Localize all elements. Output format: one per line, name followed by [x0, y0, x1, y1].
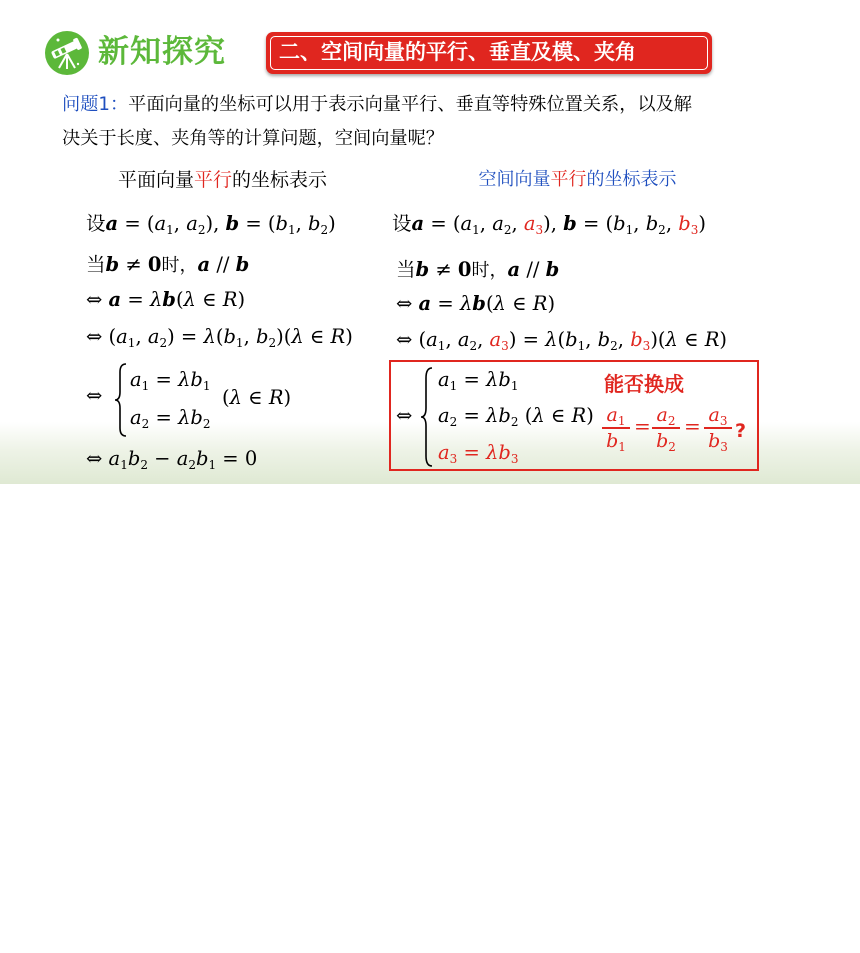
- brace-icon: [114, 362, 128, 438]
- question-line-1: 平面向量的坐标可以用于表示向量平行、垂直等特殊位置关系，以及解: [128, 94, 692, 115]
- space-system-eq2: $a_2 = \lambda b_2$ (λ ∈ R): [438, 404, 594, 429]
- plane-condition: 当b ≠ 0时，a // b: [86, 253, 250, 276]
- plane-step-coords: ⇔ ($a_1$, $a_2) = \lambda(b_1$, $b_2)(\lambda$ ∈ R): [86, 325, 353, 350]
- space-system-eq1: $a_1 = \lambda b_1$: [438, 368, 519, 393]
- space-step-lambda: ⇔ a = λb(λ ∈ R): [396, 292, 556, 315]
- table-header-space: 空间向量平行的坐标表示: [478, 169, 677, 190]
- topic-banner: [266, 32, 712, 74]
- ratio-question-mark: ?: [735, 420, 747, 442]
- plane-step-lambda: ⇔ a = λb(λ ∈ R): [86, 288, 246, 311]
- question-line-2: 决关于长度、夹角等的计算问题，空间向量呢？: [62, 128, 444, 149]
- question-block: [62, 88, 842, 156]
- plane-cross-condition: ⇔ $a_1b_2 - a_2b_1 = 0$: [86, 447, 258, 472]
- ratio-equals-2: =: [684, 414, 701, 438]
- brace-icon: [420, 366, 434, 468]
- space-condition: 当b ≠ 0时，a // b: [396, 258, 560, 281]
- topic-banner-text: 二、空间向量的平行、垂直及模、夹角: [270, 36, 708, 70]
- plane-system-eq2: $a_2 = \lambda b_2$: [130, 406, 211, 431]
- plane-system-eq1: $a_1 = \lambda b_1$: [130, 368, 211, 393]
- space-system-eq3: $a_3 = \lambda b_3$: [438, 441, 519, 466]
- section-title: 新知探究: [98, 34, 226, 70]
- telescope-icon: [44, 30, 90, 76]
- ratio-equals-1: =: [634, 414, 651, 438]
- space-step-system-arrow: ⇔: [396, 404, 413, 427]
- ratio-fraction-3: $a_3$ $b_3$: [704, 404, 732, 452]
- question-label: 问题1：: [62, 94, 129, 115]
- plane-system-domain: (λ ∈ R): [222, 386, 292, 409]
- space-step-coords: ⇔ ($a_1$, $a_2$, $a_3) = \lambda(b_1$, $b_2$, $b_3)(\lambda$ ∈ R): [396, 328, 728, 353]
- swap-question-label: 能否换成: [604, 372, 684, 396]
- space-vector-def: 设$a = (a_1$, $a_2$, $a_3$), $b = (b_1$, $b_2$, $b_3$): [392, 212, 706, 237]
- table-header-plane: 平面向量平行的坐标表示: [117, 169, 328, 191]
- header: [0, 0, 860, 82]
- ratio-fraction-2: $a_2$ $b_2$: [652, 404, 680, 452]
- plane-vector-def: 设$a = (a_1$, $a_2$), $b = (b_1$, $b_2$): [86, 212, 336, 237]
- plane-step-system-arrow: ⇔: [86, 384, 103, 407]
- ratio-fraction-1: $a_1$ $b_1$: [602, 404, 630, 452]
